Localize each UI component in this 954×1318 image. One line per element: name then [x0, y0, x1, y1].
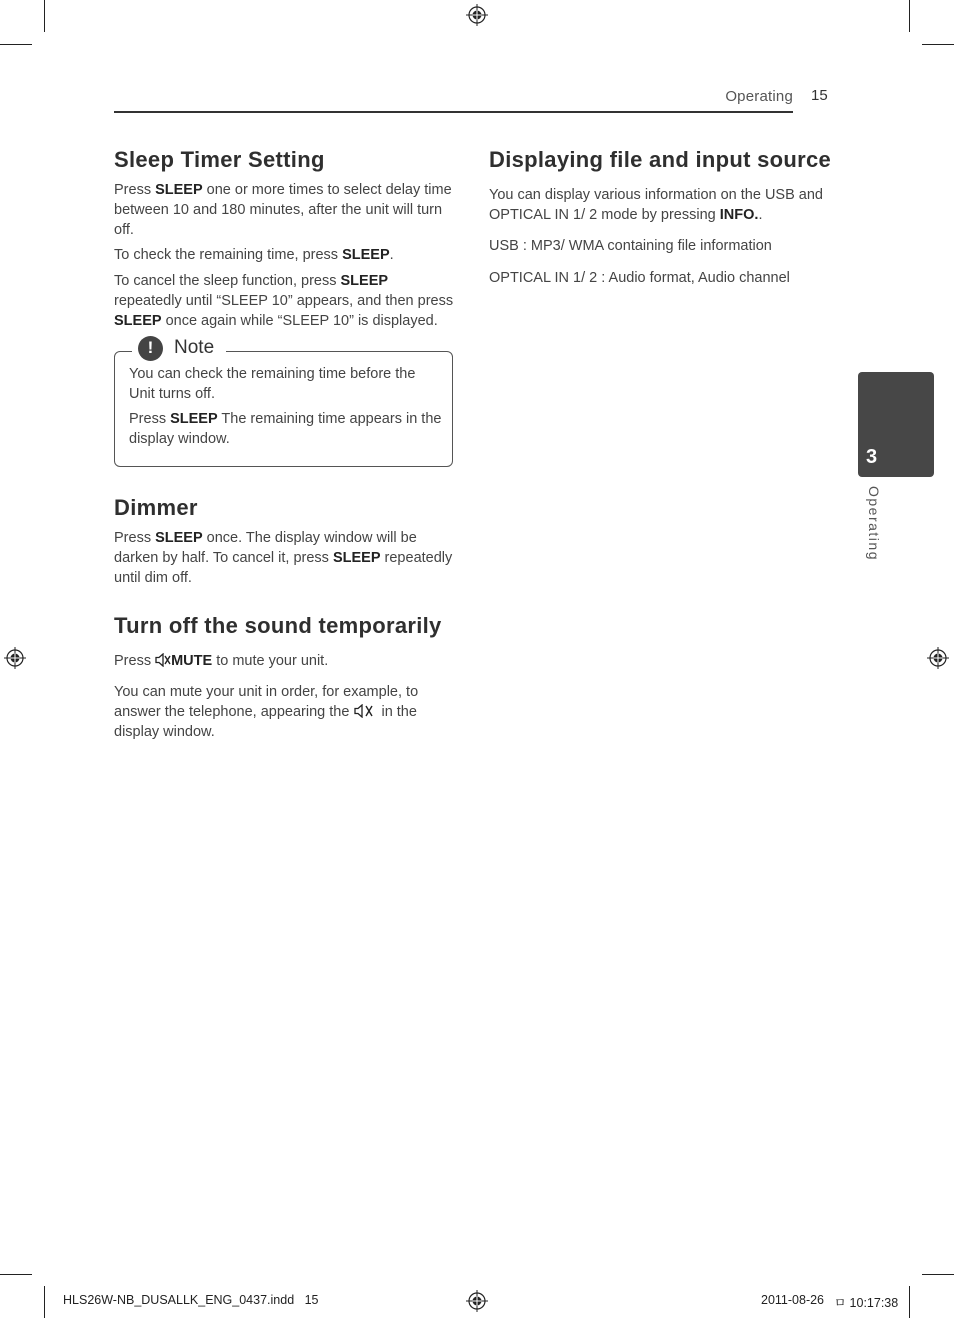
crop-mark [909, 0, 910, 32]
display-info-paragraph-1: You can display various information on the USB and OPTICAL IN 1/ 2 mode by pressing INFO.. [489, 187, 823, 223]
mute-paragraph-1: Press MUTE to mute your unit. [114, 653, 329, 669]
left-column [114, 145, 454, 331]
sleep-timer-heading: Sleep Timer Setting [114, 147, 325, 172]
crop-mark [0, 1274, 32, 1275]
chapter-label: Operating [866, 486, 882, 561]
footer-file-name: HLS26W-NB_DUSALLK_ENG_0437.indd 15 [63, 1293, 319, 1307]
note-title: Note [174, 337, 215, 358]
display-info-heading: Displaying file and input source [489, 147, 832, 172]
registration-mark-icon [466, 1290, 488, 1312]
header-rule [114, 111, 793, 113]
sleep-paragraph-2: To check the remaining time, press SLEEP. [114, 247, 394, 263]
sleep-paragraph-1: Press SLEEP one or more times to select delay time between 10 and 180 minutes, after the unit will turn off. [114, 182, 452, 238]
page-number: 15 [811, 87, 828, 104]
footer-time: ㅁ 10:17:38 [834, 1296, 899, 1310]
dimmer-section [114, 493, 454, 588]
display-info-paragraph-2: USB : MP3/ WMA containing file information [489, 238, 772, 254]
crop-mark [44, 0, 45, 32]
mute-heading: Turn off the sound temporarily [114, 613, 442, 638]
note-line-2: Press SLEEP The remaining time appears in the display window. [129, 411, 442, 447]
crop-mark [922, 1274, 954, 1275]
right-column [489, 145, 834, 288]
crop-mark [44, 1286, 45, 1318]
sleep-paragraph-3: To cancel the sleep function, press SLEEP repeatedly until “SLEEP 10” appears, and then press SLEEP once again while “SLEEP 10” is displayed. [114, 273, 454, 329]
dimmer-heading: Dimmer [114, 495, 198, 520]
exclamation-icon: ! [138, 336, 163, 361]
registration-mark-icon [927, 647, 949, 669]
note-header [132, 336, 226, 360]
footer-date: 2011-08-26 [761, 1293, 825, 1307]
mute-section [114, 611, 459, 742]
dimmer-paragraph: Press SLEEP once. The display window will be darken by half. To cancel it, press SLEEP repeatedly until dim off. [114, 530, 453, 586]
chapter-number: 3 [866, 446, 878, 468]
running-header-section: Operating [725, 88, 793, 105]
display-info-paragraph-3: OPTICAL IN 1/ 2 : Audio format, Audio channel [489, 270, 790, 286]
crop-mark [0, 44, 32, 45]
mute-speaker-icon [155, 653, 171, 667]
crop-mark [922, 44, 954, 45]
registration-mark-icon [4, 647, 26, 669]
registration-mark-icon [466, 4, 488, 26]
mute-paragraph-2: You can mute your unit in order, for example, to answer the telephone, appearing the in the display window. [114, 684, 419, 740]
note-line-1: You can check the remaining time before the Unit turns off. [129, 366, 416, 402]
crop-mark [909, 1286, 910, 1318]
mute-speaker-icon [353, 704, 377, 718]
